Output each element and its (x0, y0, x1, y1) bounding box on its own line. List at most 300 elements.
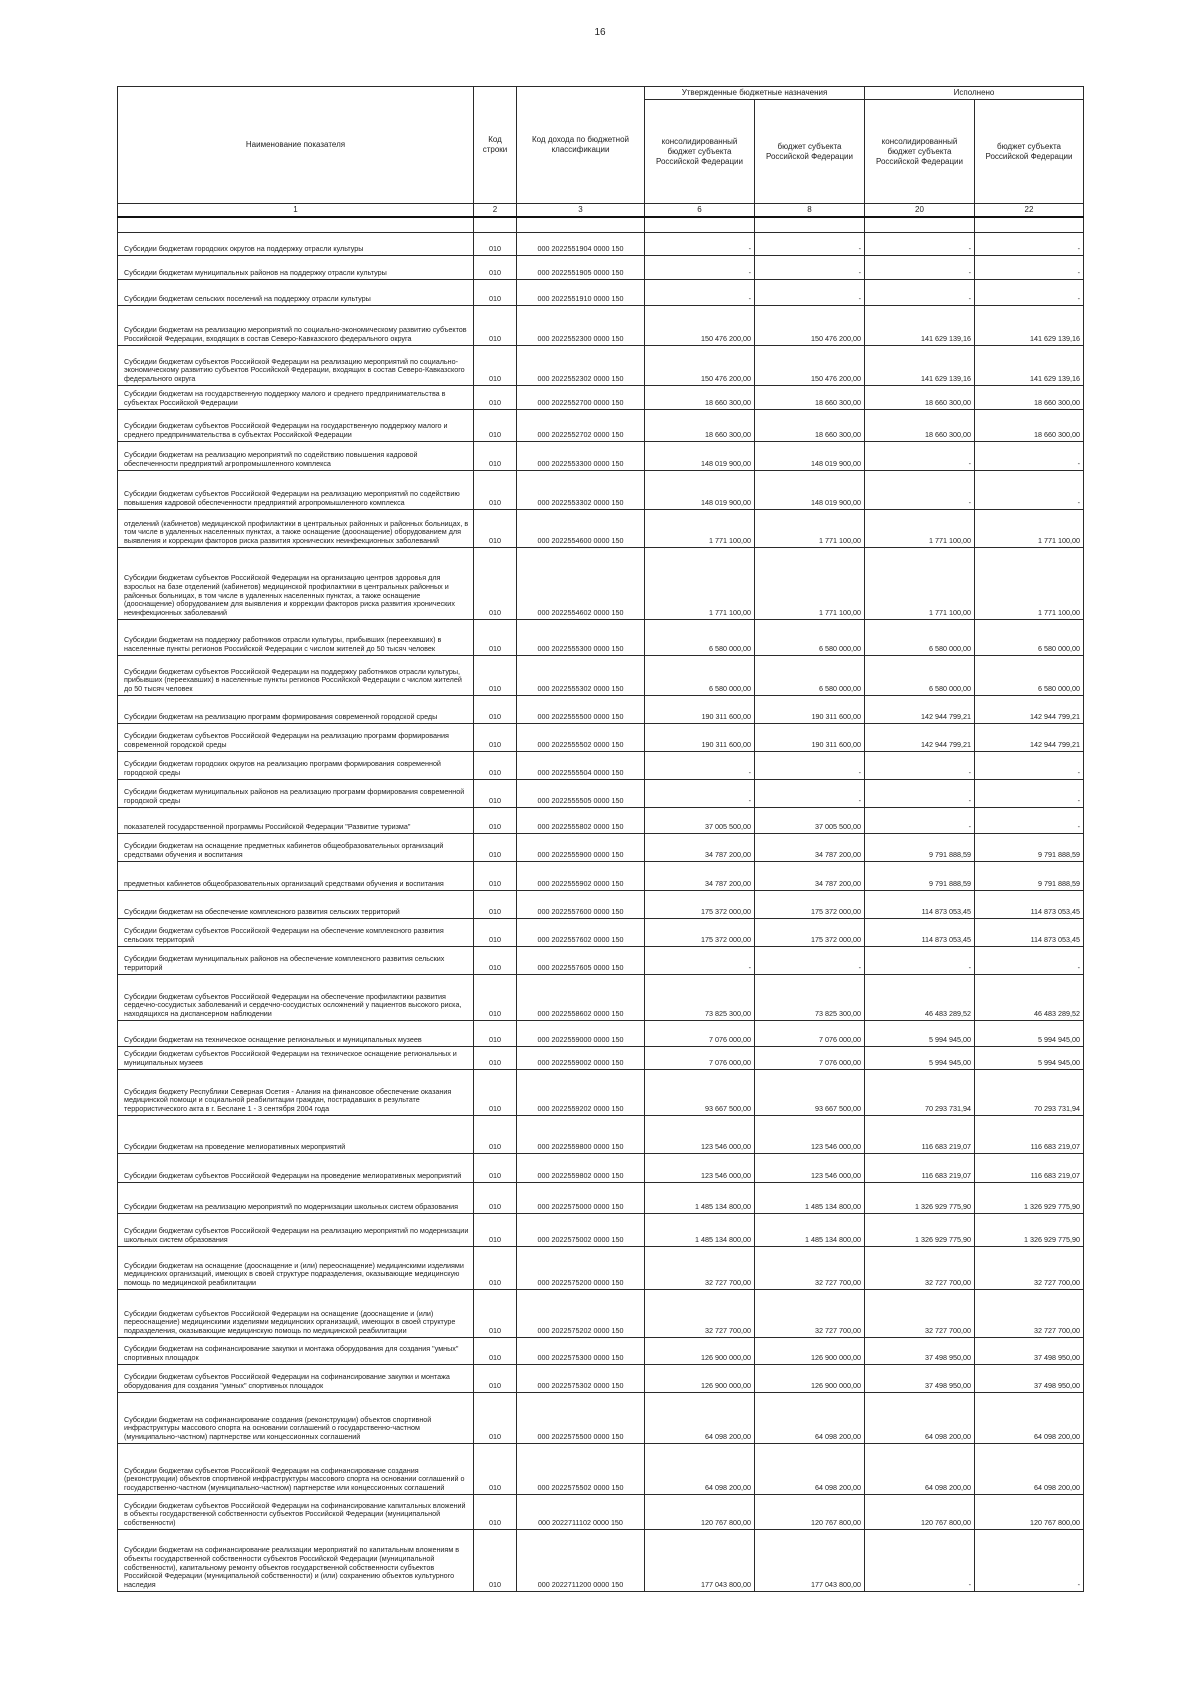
row-name: Субсидии бюджетам на оснащение (дооснащение и (или) переоснащение) медицинскими изделиями медицинских организаций, имеющих в своей структуре подразделения, оказывающие медицинскую помощь по медицинской реабилитации (118, 1247, 474, 1290)
row-executed-subject: 64 098 200,00 (975, 1444, 1084, 1495)
row-executed-subject: 6 580 000,00 (975, 620, 1084, 656)
table-row (118, 1365, 1084, 1393)
row-code: 010 (474, 1338, 517, 1365)
row-code: 010 (474, 891, 517, 919)
row-approved-subject: - (755, 280, 865, 306)
row-kd: 000 2022555900 0000 150 (517, 834, 645, 862)
colnum-20: 20 (865, 204, 975, 218)
row-approved-consolidated: - (645, 256, 755, 280)
row-code: 010 (474, 1444, 517, 1495)
header-executed-consolidated: консолидированный бюджет субъекта Российской Федерации (865, 100, 975, 204)
table-row (118, 1444, 1084, 1495)
row-name: Субсидии бюджетам субъектов Российской Федерации на поддержку работников отрасли культуры, прибывших (переехавших) в населенные пункты регионов Российской Федерации с числом жителей до 50 тысяч человек (118, 656, 474, 696)
row-approved-subject: 120 767 800,00 (755, 1495, 865, 1530)
row-kd: 000 2022558602 0000 150 (517, 975, 645, 1021)
row-executed-subject: 37 498 950,00 (975, 1338, 1084, 1365)
row-name: Субсидии бюджетам на проведение мелиоративных мероприятий (118, 1116, 474, 1154)
row-executed-consolidated: 64 098 200,00 (865, 1393, 975, 1444)
row-approved-subject: 7 076 000,00 (755, 1021, 865, 1047)
row-code: 010 (474, 947, 517, 975)
row-executed-consolidated: 6 580 000,00 (865, 656, 975, 696)
table-row (118, 280, 1084, 306)
row-approved-subject: - (755, 947, 865, 975)
row-name: показателей государственной программы Российской Федерации "Развитие туризма" (118, 808, 474, 834)
row-kd: 000 2022555502 0000 150 (517, 724, 645, 752)
row-kd: 000 2022575202 0000 150 (517, 1290, 645, 1338)
table-row (118, 862, 1084, 891)
row-approved-consolidated: 123 546 000,00 (645, 1154, 755, 1183)
row-approved-consolidated: 1 771 100,00 (645, 510, 755, 548)
row-executed-consolidated: - (865, 233, 975, 256)
row-executed-subject: - (975, 752, 1084, 780)
row-approved-consolidated: 34 787 200,00 (645, 834, 755, 862)
header-code: Код строки (474, 87, 517, 204)
row-executed-consolidated: 141 629 139,16 (865, 306, 975, 346)
row-executed-consolidated: 1 326 929 775,90 (865, 1214, 975, 1247)
row-code: 010 (474, 1365, 517, 1393)
table-row (118, 1214, 1084, 1247)
row-approved-consolidated: 93 667 500,00 (645, 1070, 755, 1116)
row-code: 010 (474, 975, 517, 1021)
row-code: 010 (474, 1154, 517, 1183)
row-executed-subject: 120 767 800,00 (975, 1495, 1084, 1530)
row-name: Субсидии бюджетам на софинансирование реализации мероприятий по капитальным вложениям в объекты государственной собственности субъектов Российской Федерации (муниципальной собственности), капитальному ремонту объектов государственной собственности субъектов Российской Федерации (муниципальной собственности) и (или) сохранению объектов культурного наследия (118, 1530, 474, 1592)
row-approved-subject: 34 787 200,00 (755, 862, 865, 891)
page-number: 16 (594, 27, 606, 38)
row-name: Субсидии бюджетам субъектов Российской Федерации на оснащение (дооснащение и (или) переоснащение) медицинскими изделиями медицинских организаций, имеющих в своей структуре подразделения, оказывающие медицинскую помощь по медицинской реабилитации (118, 1290, 474, 1338)
row-executed-consolidated: 120 767 800,00 (865, 1495, 975, 1530)
row-executed-subject: - (975, 1530, 1084, 1592)
colnum-1: 1 (118, 204, 474, 218)
row-executed-consolidated: 70 293 731,94 (865, 1070, 975, 1116)
row-executed-subject: 1 326 929 775,90 (975, 1183, 1084, 1214)
row-name: Субсидии бюджетам на поддержку работников отрасли культуры, прибывших (переехавших) в населенные пункты регионов Российской Федерации с числом жителей до 50 тысяч человек (118, 620, 474, 656)
row-executed-consolidated: - (865, 471, 975, 510)
row-approved-consolidated: 32 727 700,00 (645, 1290, 755, 1338)
table-row (118, 233, 1084, 256)
row-approved-subject: 175 372 000,00 (755, 891, 865, 919)
row-executed-subject: 46 483 289,52 (975, 975, 1084, 1021)
row-executed-subject: 32 727 700,00 (975, 1290, 1084, 1338)
table-row (118, 724, 1084, 752)
row-approved-subject: 123 546 000,00 (755, 1154, 865, 1183)
row-code: 010 (474, 233, 517, 256)
row-executed-subject: 141 629 139,16 (975, 346, 1084, 386)
row-approved-subject: 150 476 200,00 (755, 306, 865, 346)
row-code: 010 (474, 862, 517, 891)
table-row (118, 891, 1084, 919)
table-row (118, 256, 1084, 280)
row-executed-subject: 9 791 888,59 (975, 862, 1084, 891)
row-approved-subject: 148 019 900,00 (755, 471, 865, 510)
row-approved-consolidated: 18 660 300,00 (645, 386, 755, 410)
row-kd: 000 2022575302 0000 150 (517, 1365, 645, 1393)
colnum-3: 3 (517, 204, 645, 218)
row-approved-subject: 1 485 134 800,00 (755, 1183, 865, 1214)
table-row (118, 1154, 1084, 1183)
row-approved-subject: 37 005 500,00 (755, 808, 865, 834)
row-executed-subject: 5 994 945,00 (975, 1021, 1084, 1047)
row-approved-consolidated: 148 019 900,00 (645, 471, 755, 510)
row-executed-subject: 116 683 219,07 (975, 1154, 1084, 1183)
row-code: 010 (474, 442, 517, 471)
row-executed-subject: 37 498 950,00 (975, 1365, 1084, 1393)
row-executed-consolidated: 1 326 929 775,90 (865, 1183, 975, 1214)
row-kd: 000 2022559802 0000 150 (517, 1154, 645, 1183)
row-kd: 000 2022552700 0000 150 (517, 386, 645, 410)
row-code: 010 (474, 656, 517, 696)
row-approved-subject: 64 098 200,00 (755, 1393, 865, 1444)
row-executed-subject: 6 580 000,00 (975, 656, 1084, 696)
row-executed-consolidated: 6 580 000,00 (865, 620, 975, 656)
row-executed-consolidated: 141 629 139,16 (865, 346, 975, 386)
row-code: 010 (474, 724, 517, 752)
row-executed-consolidated: 64 098 200,00 (865, 1444, 975, 1495)
row-code: 010 (474, 1393, 517, 1444)
table-row (118, 752, 1084, 780)
row-code: 010 (474, 1116, 517, 1154)
row-approved-subject: 190 311 600,00 (755, 724, 865, 752)
row-executed-subject: 114 873 053,45 (975, 891, 1084, 919)
row-executed-consolidated: - (865, 1530, 975, 1592)
table-row (118, 808, 1084, 834)
row-approved-consolidated: 64 098 200,00 (645, 1393, 755, 1444)
row-approved-subject: 1 771 100,00 (755, 548, 865, 620)
table-row (118, 410, 1084, 442)
row-name: Субсидии бюджетам субъектов Российской Федерации на реализацию программ формирования современной городской среды (118, 724, 474, 752)
row-kd: 000 2022551910 0000 150 (517, 280, 645, 306)
row-executed-subject: - (975, 233, 1084, 256)
row-kd: 000 2022555300 0000 150 (517, 620, 645, 656)
row-executed-subject: - (975, 947, 1084, 975)
row-executed-consolidated: - (865, 752, 975, 780)
row-approved-subject: 150 476 200,00 (755, 346, 865, 386)
header-name: Наименование показателя (118, 87, 474, 204)
row-executed-consolidated: 142 944 799,21 (865, 696, 975, 724)
row-executed-consolidated: - (865, 808, 975, 834)
table-row (118, 510, 1084, 548)
row-code: 010 (474, 1247, 517, 1290)
row-name: Субсидии бюджетам сельских поселений на поддержку отрасли культуры (118, 280, 474, 306)
header-executed-subject: бюджет субъекта Российской Федерации (975, 100, 1084, 204)
row-executed-consolidated: - (865, 256, 975, 280)
row-name: отделений (кабинетов) медицинской профилактики в центральных районных и районных больницах, в том числе в удаленных населенных пунктах, а также оснащение (дооснащение) оборудованием для выявления и коррекции факторов риска развития хронических неинфекционных заболеваний (118, 510, 474, 548)
row-kd: 000 2022554600 0000 150 (517, 510, 645, 548)
table-row (118, 1290, 1084, 1338)
row-code: 010 (474, 1070, 517, 1116)
row-approved-consolidated: 6 580 000,00 (645, 656, 755, 696)
row-approved-consolidated: 175 372 000,00 (645, 891, 755, 919)
table-row (118, 620, 1084, 656)
row-executed-consolidated: 5 994 945,00 (865, 1047, 975, 1070)
row-approved-subject: - (755, 752, 865, 780)
row-name: Субсидии бюджетам на софинансирование создания (реконструкции) объектов спортивной инфраструктуры массового спорта на основании соглашений о государственно-частном (муниципально-частном) партнерстве или концессионных соглашений (118, 1393, 474, 1444)
row-approved-subject: 175 372 000,00 (755, 919, 865, 947)
row-name: Субсидии бюджетам субъектов Российской Федерации на техническое оснащение региональных и муниципальных музеев (118, 1047, 474, 1070)
row-executed-subject: 18 660 300,00 (975, 410, 1084, 442)
row-name: Субсидии бюджетам муниципальных районов на реализацию программ формирования современной городской среды (118, 780, 474, 808)
row-kd: 000 2022555500 0000 150 (517, 696, 645, 724)
row-name: Субсидии бюджетам субъектов Российской Федерации на проведение мелиоративных мероприятий (118, 1154, 474, 1183)
table-row (118, 471, 1084, 510)
row-code: 010 (474, 386, 517, 410)
row-kd: 000 2022551904 0000 150 (517, 233, 645, 256)
row-kd: 000 2022557600 0000 150 (517, 891, 645, 919)
row-approved-consolidated: 120 767 800,00 (645, 1495, 755, 1530)
row-approved-consolidated: 177 043 800,00 (645, 1530, 755, 1592)
row-executed-consolidated: 9 791 888,59 (865, 862, 975, 891)
row-name: Субсидии бюджетам на оснащение предметных кабинетов общеобразовательных организаций средствами обучения и воспитания (118, 834, 474, 862)
row-approved-consolidated: - (645, 233, 755, 256)
table-row (118, 656, 1084, 696)
row-code: 010 (474, 346, 517, 386)
row-code: 010 (474, 410, 517, 442)
row-executed-subject: 141 629 139,16 (975, 306, 1084, 346)
row-kd: 000 2022557602 0000 150 (517, 919, 645, 947)
row-executed-subject: 32 727 700,00 (975, 1247, 1084, 1290)
row-approved-subject: 32 727 700,00 (755, 1290, 865, 1338)
row-approved-subject: 93 667 500,00 (755, 1070, 865, 1116)
row-approved-subject: - (755, 233, 865, 256)
row-approved-consolidated: 190 311 600,00 (645, 696, 755, 724)
row-approved-consolidated: - (645, 780, 755, 808)
row-executed-consolidated: 37 498 950,00 (865, 1365, 975, 1393)
table-row (118, 1021, 1084, 1047)
row-executed-subject: - (975, 780, 1084, 808)
row-approved-consolidated: - (645, 947, 755, 975)
row-executed-consolidated: 114 873 053,45 (865, 891, 975, 919)
row-executed-consolidated: 1 771 100,00 (865, 548, 975, 620)
row-approved-consolidated: 150 476 200,00 (645, 346, 755, 386)
row-approved-subject: 34 787 200,00 (755, 834, 865, 862)
row-approved-subject: 18 660 300,00 (755, 386, 865, 410)
row-executed-consolidated: 142 944 799,21 (865, 724, 975, 752)
row-executed-consolidated: - (865, 280, 975, 306)
row-name: Субсидии бюджетам субъектов Российской Федерации на реализацию мероприятий по содействию повышения кадровой обеспеченности предприятий агропромышленного комплекса (118, 471, 474, 510)
row-name: Субсидии бюджетам субъектов Российской Федерации на реализацию мероприятий по социально-экономическому развитию субъектов Российской Федерации, входящих в состав Северо-Кавказского федерального округа (118, 346, 474, 386)
row-approved-subject: 7 076 000,00 (755, 1047, 865, 1070)
row-name: Субсидии бюджетам субъектов Российской Федерации на софинансирование капитальных вложений в объекты государственной собственности субъектов Российской Федерации (муниципальной собственности) (118, 1495, 474, 1530)
table-row (118, 386, 1084, 410)
row-executed-subject: 142 944 799,21 (975, 724, 1084, 752)
row-approved-consolidated: 18 660 300,00 (645, 410, 755, 442)
row-kd: 000 2022559002 0000 150 (517, 1047, 645, 1070)
row-kd: 000 2022559202 0000 150 (517, 1070, 645, 1116)
colnum-2: 2 (474, 204, 517, 218)
row-executed-subject: 142 944 799,21 (975, 696, 1084, 724)
row-executed-subject: - (975, 280, 1084, 306)
row-name: Субсидии бюджетам субъектов Российской Федерации на софинансирование закупки и монтажа оборудования для создания "умных" спортивных площадок (118, 1365, 474, 1393)
row-approved-subject: 148 019 900,00 (755, 442, 865, 471)
row-approved-subject: 73 825 300,00 (755, 975, 865, 1021)
row-code: 010 (474, 696, 517, 724)
row-executed-subject: 1 771 100,00 (975, 510, 1084, 548)
header-kd: Код дохода по бюджетной классификации (517, 87, 645, 204)
row-approved-consolidated: 148 019 900,00 (645, 442, 755, 471)
budget-execution-table (117, 86, 1084, 1592)
table-row (118, 1247, 1084, 1290)
row-kd: 000 2022575000 0000 150 (517, 1183, 645, 1214)
row-executed-subject: 70 293 731,94 (975, 1070, 1084, 1116)
row-kd: 000 2022559000 0000 150 (517, 1021, 645, 1047)
row-code: 010 (474, 1290, 517, 1338)
row-approved-consolidated: 190 311 600,00 (645, 724, 755, 752)
row-approved-consolidated: 32 727 700,00 (645, 1247, 755, 1290)
row-name: Субсидии бюджетам городских округов на поддержку отрасли культуры (118, 233, 474, 256)
row-approved-subject: 1 771 100,00 (755, 510, 865, 548)
row-code: 010 (474, 1214, 517, 1247)
table-row (118, 947, 1084, 975)
row-code: 010 (474, 1495, 517, 1530)
row-code: 010 (474, 471, 517, 510)
row-kd: 000 2022575502 0000 150 (517, 1444, 645, 1495)
row-kd: 000 2022711102 0000 150 (517, 1495, 645, 1530)
table-row (118, 1047, 1084, 1070)
table-row (118, 919, 1084, 947)
row-approved-subject: 6 580 000,00 (755, 656, 865, 696)
row-kd: 000 2022555302 0000 150 (517, 656, 645, 696)
row-name: Субсидии бюджетам муниципальных районов на обеспечение комплексного развития сельских территорий (118, 947, 474, 975)
row-kd: 000 2022555504 0000 150 (517, 752, 645, 780)
row-kd: 000 2022553302 0000 150 (517, 471, 645, 510)
row-code: 010 (474, 510, 517, 548)
row-kd: 000 2022552702 0000 150 (517, 410, 645, 442)
row-code: 010 (474, 620, 517, 656)
row-executed-consolidated: 37 498 950,00 (865, 1338, 975, 1365)
row-approved-subject: - (755, 256, 865, 280)
row-executed-subject: 116 683 219,07 (975, 1116, 1084, 1154)
row-kd: 000 2022575200 0000 150 (517, 1247, 645, 1290)
row-approved-subject: 18 660 300,00 (755, 410, 865, 442)
table-body (118, 217, 1084, 1592)
row-executed-subject: - (975, 442, 1084, 471)
row-code: 010 (474, 280, 517, 306)
row-executed-subject: 18 660 300,00 (975, 386, 1084, 410)
row-kd: 000 2022559800 0000 150 (517, 1116, 645, 1154)
row-approved-consolidated: 1 485 134 800,00 (645, 1183, 755, 1214)
row-executed-subject: 64 098 200,00 (975, 1393, 1084, 1444)
row-name: Субсидии бюджетам субъектов Российской Федерации на реализацию мероприятий по модернизации школьных систем образования (118, 1214, 474, 1247)
header-group-executed: Исполнено (865, 87, 1084, 100)
row-approved-subject: 1 485 134 800,00 (755, 1214, 865, 1247)
row-executed-consolidated: 5 994 945,00 (865, 1021, 975, 1047)
row-name: Субсидии бюджетам субъектов Российской Федерации на обеспечение комплексного развития сельских территорий (118, 919, 474, 947)
row-kd: 000 2022711200 0000 150 (517, 1530, 645, 1592)
colnum-8: 8 (755, 204, 865, 218)
row-executed-consolidated: - (865, 442, 975, 471)
row-name: Субсидии бюджетам на софинансирование закупки и монтажа оборудования для создания "умных" спортивных площадок (118, 1338, 474, 1365)
row-approved-consolidated: 1 771 100,00 (645, 548, 755, 620)
table-row (118, 548, 1084, 620)
row-approved-consolidated: 34 787 200,00 (645, 862, 755, 891)
row-executed-consolidated: 18 660 300,00 (865, 410, 975, 442)
row-kd: 000 2022575500 0000 150 (517, 1393, 645, 1444)
row-approved-consolidated: 126 900 000,00 (645, 1338, 755, 1365)
row-code: 010 (474, 548, 517, 620)
row-executed-consolidated: 1 771 100,00 (865, 510, 975, 548)
row-kd: 000 2022575002 0000 150 (517, 1214, 645, 1247)
row-executed-consolidated: 18 660 300,00 (865, 386, 975, 410)
row-kd: 000 2022554602 0000 150 (517, 548, 645, 620)
row-executed-consolidated: 116 683 219,07 (865, 1154, 975, 1183)
row-kd: 000 2022552300 0000 150 (517, 306, 645, 346)
row-name: Субсидии бюджетам субъектов Российской Федерации на софинансирование создания (реконструкции) объектов спортивной инфраструктуры массового спорта на основании соглашений о государственно-частном (муниципально-частном) партнерстве или концессионных соглашений (118, 1444, 474, 1495)
row-executed-consolidated: - (865, 780, 975, 808)
row-approved-subject: 6 580 000,00 (755, 620, 865, 656)
row-approved-consolidated: 7 076 000,00 (645, 1047, 755, 1070)
colnum-22: 22 (975, 204, 1084, 218)
table-row (118, 1393, 1084, 1444)
row-executed-subject: 9 791 888,59 (975, 834, 1084, 862)
row-code: 010 (474, 808, 517, 834)
row-code: 010 (474, 919, 517, 947)
row-code: 010 (474, 1047, 517, 1070)
table-row (118, 975, 1084, 1021)
table-row (118, 1530, 1084, 1592)
row-executed-consolidated: 32 727 700,00 (865, 1290, 975, 1338)
table-row (118, 306, 1084, 346)
table-row (118, 346, 1084, 386)
row-name: Субсидии бюджетам на реализацию мероприятий по содействию повышения кадровой обеспеченности предприятий агропромышленного комплекса (118, 442, 474, 471)
row-approved-subject: 177 043 800,00 (755, 1530, 865, 1592)
row-name: Субсидии бюджетам субъектов Российской Федерации на организацию центров здоровья для взрослых на базе отделений (кабинетов) медицинской профилактики в центральных районных и районных больницах, в том числе в удаленных населенных пунктах, а также оснащение (дооснащение) оборудованием для выявления и коррекции факторов риска развития хронических неинфекционных заболеваний (118, 548, 474, 620)
row-executed-consolidated: 114 873 053,45 (865, 919, 975, 947)
row-name: Субсидии бюджетам на реализацию мероприятий по модернизации школьных систем образования (118, 1183, 474, 1214)
row-executed-consolidated: 9 791 888,59 (865, 834, 975, 862)
row-kd: 000 2022575300 0000 150 (517, 1338, 645, 1365)
row-approved-consolidated: 7 076 000,00 (645, 1021, 755, 1047)
row-kd: 000 2022555802 0000 150 (517, 808, 645, 834)
row-approved-subject: 190 311 600,00 (755, 696, 865, 724)
row-name: Субсидии бюджетам на государственную поддержку малого и среднего предпринимательства в субъектах Российской Федерации (118, 386, 474, 410)
row-executed-subject: - (975, 256, 1084, 280)
row-kd: 000 2022553300 0000 150 (517, 442, 645, 471)
row-name: Субсидии бюджетам субъектов Российской Федерации на обеспечение профилактики развития сердечно-сосудистых заболеваний и сердечно-сосудистых осложнений у пациентов высокого риска, находящихся на диспансерном наблюдении (118, 975, 474, 1021)
table-row (118, 1070, 1084, 1116)
row-code: 010 (474, 752, 517, 780)
row-name: Субсидии бюджетам городских округов на реализацию программ формирования современной городской среды (118, 752, 474, 780)
row-approved-consolidated: 175 372 000,00 (645, 919, 755, 947)
row-approved-subject: 123 546 000,00 (755, 1116, 865, 1154)
spacer-row (118, 217, 1084, 233)
row-approved-consolidated: 126 900 000,00 (645, 1365, 755, 1393)
row-executed-subject: 5 994 945,00 (975, 1047, 1084, 1070)
row-name: Субсидии бюджетам на реализацию мероприятий по социально-экономическому развитию субъектов Российской Федерации, входящих в состав Северо-Кавказского федерального округа (118, 306, 474, 346)
row-code: 010 (474, 306, 517, 346)
row-name: Субсидии бюджетам на техническое оснащение региональных и муниципальных музеев (118, 1021, 474, 1047)
row-approved-consolidated: 150 476 200,00 (645, 306, 755, 346)
row-name: Субсидия бюджету Республики Северная Осетия - Алания на финансовое обеспечение оказания медицинской помощи и социальной реабилитации граждан, пострадавших в результате террористического акта в г. Беслане 1 - 3 сентября 2004 года (118, 1070, 474, 1116)
row-executed-consolidated: 32 727 700,00 (865, 1247, 975, 1290)
row-executed-subject: 114 873 053,45 (975, 919, 1084, 947)
row-code: 010 (474, 834, 517, 862)
row-executed-consolidated: 116 683 219,07 (865, 1116, 975, 1154)
row-name: Субсидии бюджетам на обеспечение комплексного развития сельских территорий (118, 891, 474, 919)
row-executed-subject: - (975, 471, 1084, 510)
row-name: Субсидии бюджетам субъектов Российской Федерации на государственную поддержку малого и среднего предпринимательства в субъектах Российской Федерации (118, 410, 474, 442)
row-approved-subject: 64 098 200,00 (755, 1444, 865, 1495)
row-approved-consolidated: 73 825 300,00 (645, 975, 755, 1021)
table-row (118, 1338, 1084, 1365)
row-executed-subject: - (975, 808, 1084, 834)
row-name: предметных кабинетов общеобразовательных организаций средствами обучения и воспитания (118, 862, 474, 891)
table-row (118, 442, 1084, 471)
row-kd: 000 2022552302 0000 150 (517, 346, 645, 386)
row-executed-subject: 1 326 929 775,90 (975, 1214, 1084, 1247)
row-approved-subject: 126 900 000,00 (755, 1365, 865, 1393)
row-approved-consolidated: 123 546 000,00 (645, 1116, 755, 1154)
row-name: Субсидии бюджетам муниципальных районов на поддержку отрасли культуры (118, 256, 474, 280)
